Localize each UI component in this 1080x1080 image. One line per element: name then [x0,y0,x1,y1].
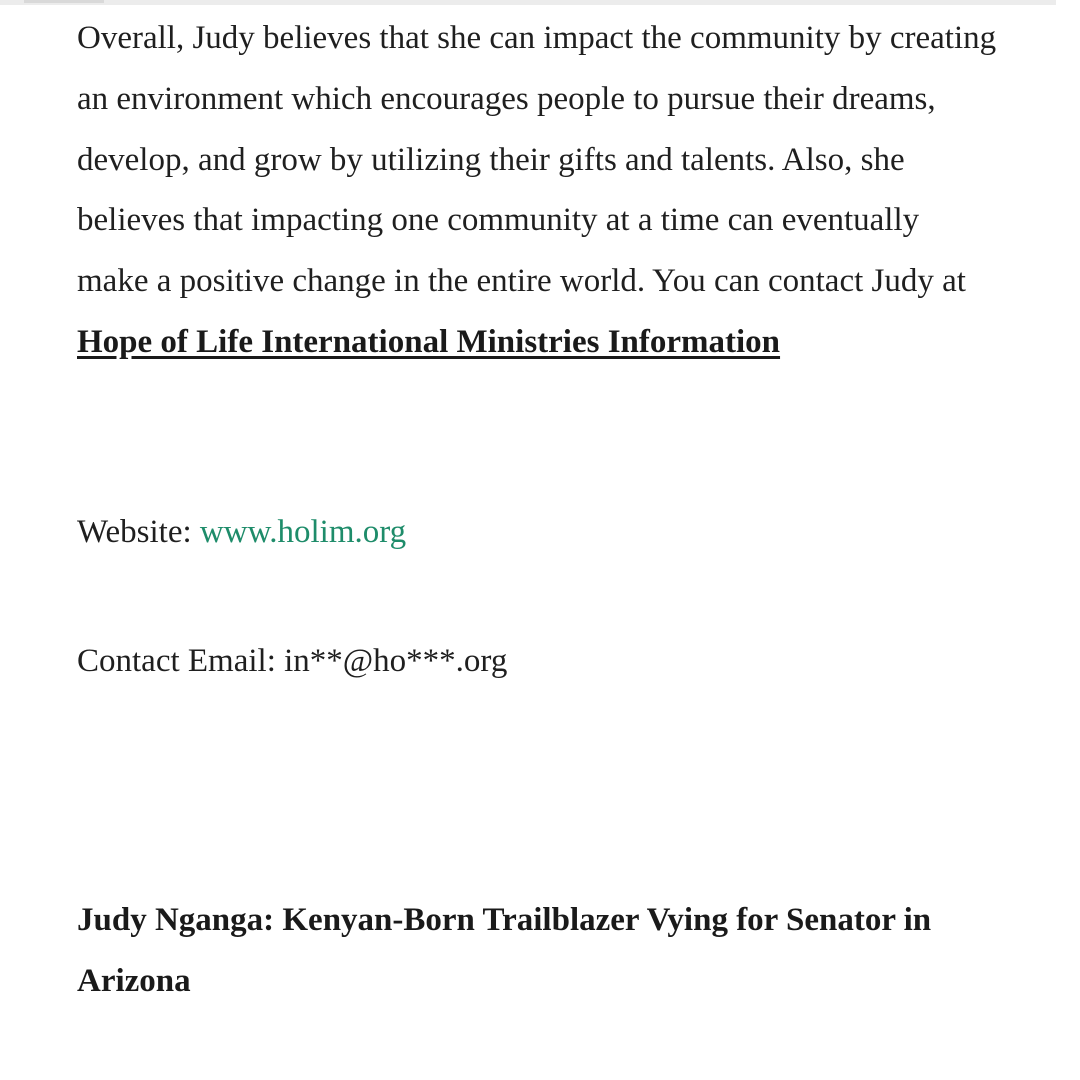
email-line [77,641,507,681]
website-link[interactable]: www.holim.org [199,514,407,550]
website-label: Website: [77,514,200,550]
email-value: in**@ho***.org [284,643,508,679]
email-label: Contact Email: [77,643,285,679]
top-scroll-bar [0,0,1056,5]
paragraph-text: Overall, Judy believes that she can impact the community by creating an environment which encourages people to pursue their dreams, develop, and grow by utilizing their gifts and talents. Also, she believes that impacting one community at a time can eventually make a positive change in the entire world. You can contact Judy at [77,20,997,300]
next-article-heading[interactable]: Judy Nganga: Kenyan-Born Trailblazer Vying for Senator in Arizona [77,902,932,999]
top-bar-tab [24,0,104,3]
ministry-info-link[interactable]: Hope of Life International Ministries Information [77,323,781,360]
website-line [77,512,406,552]
closing-paragraph [77,8,997,373]
